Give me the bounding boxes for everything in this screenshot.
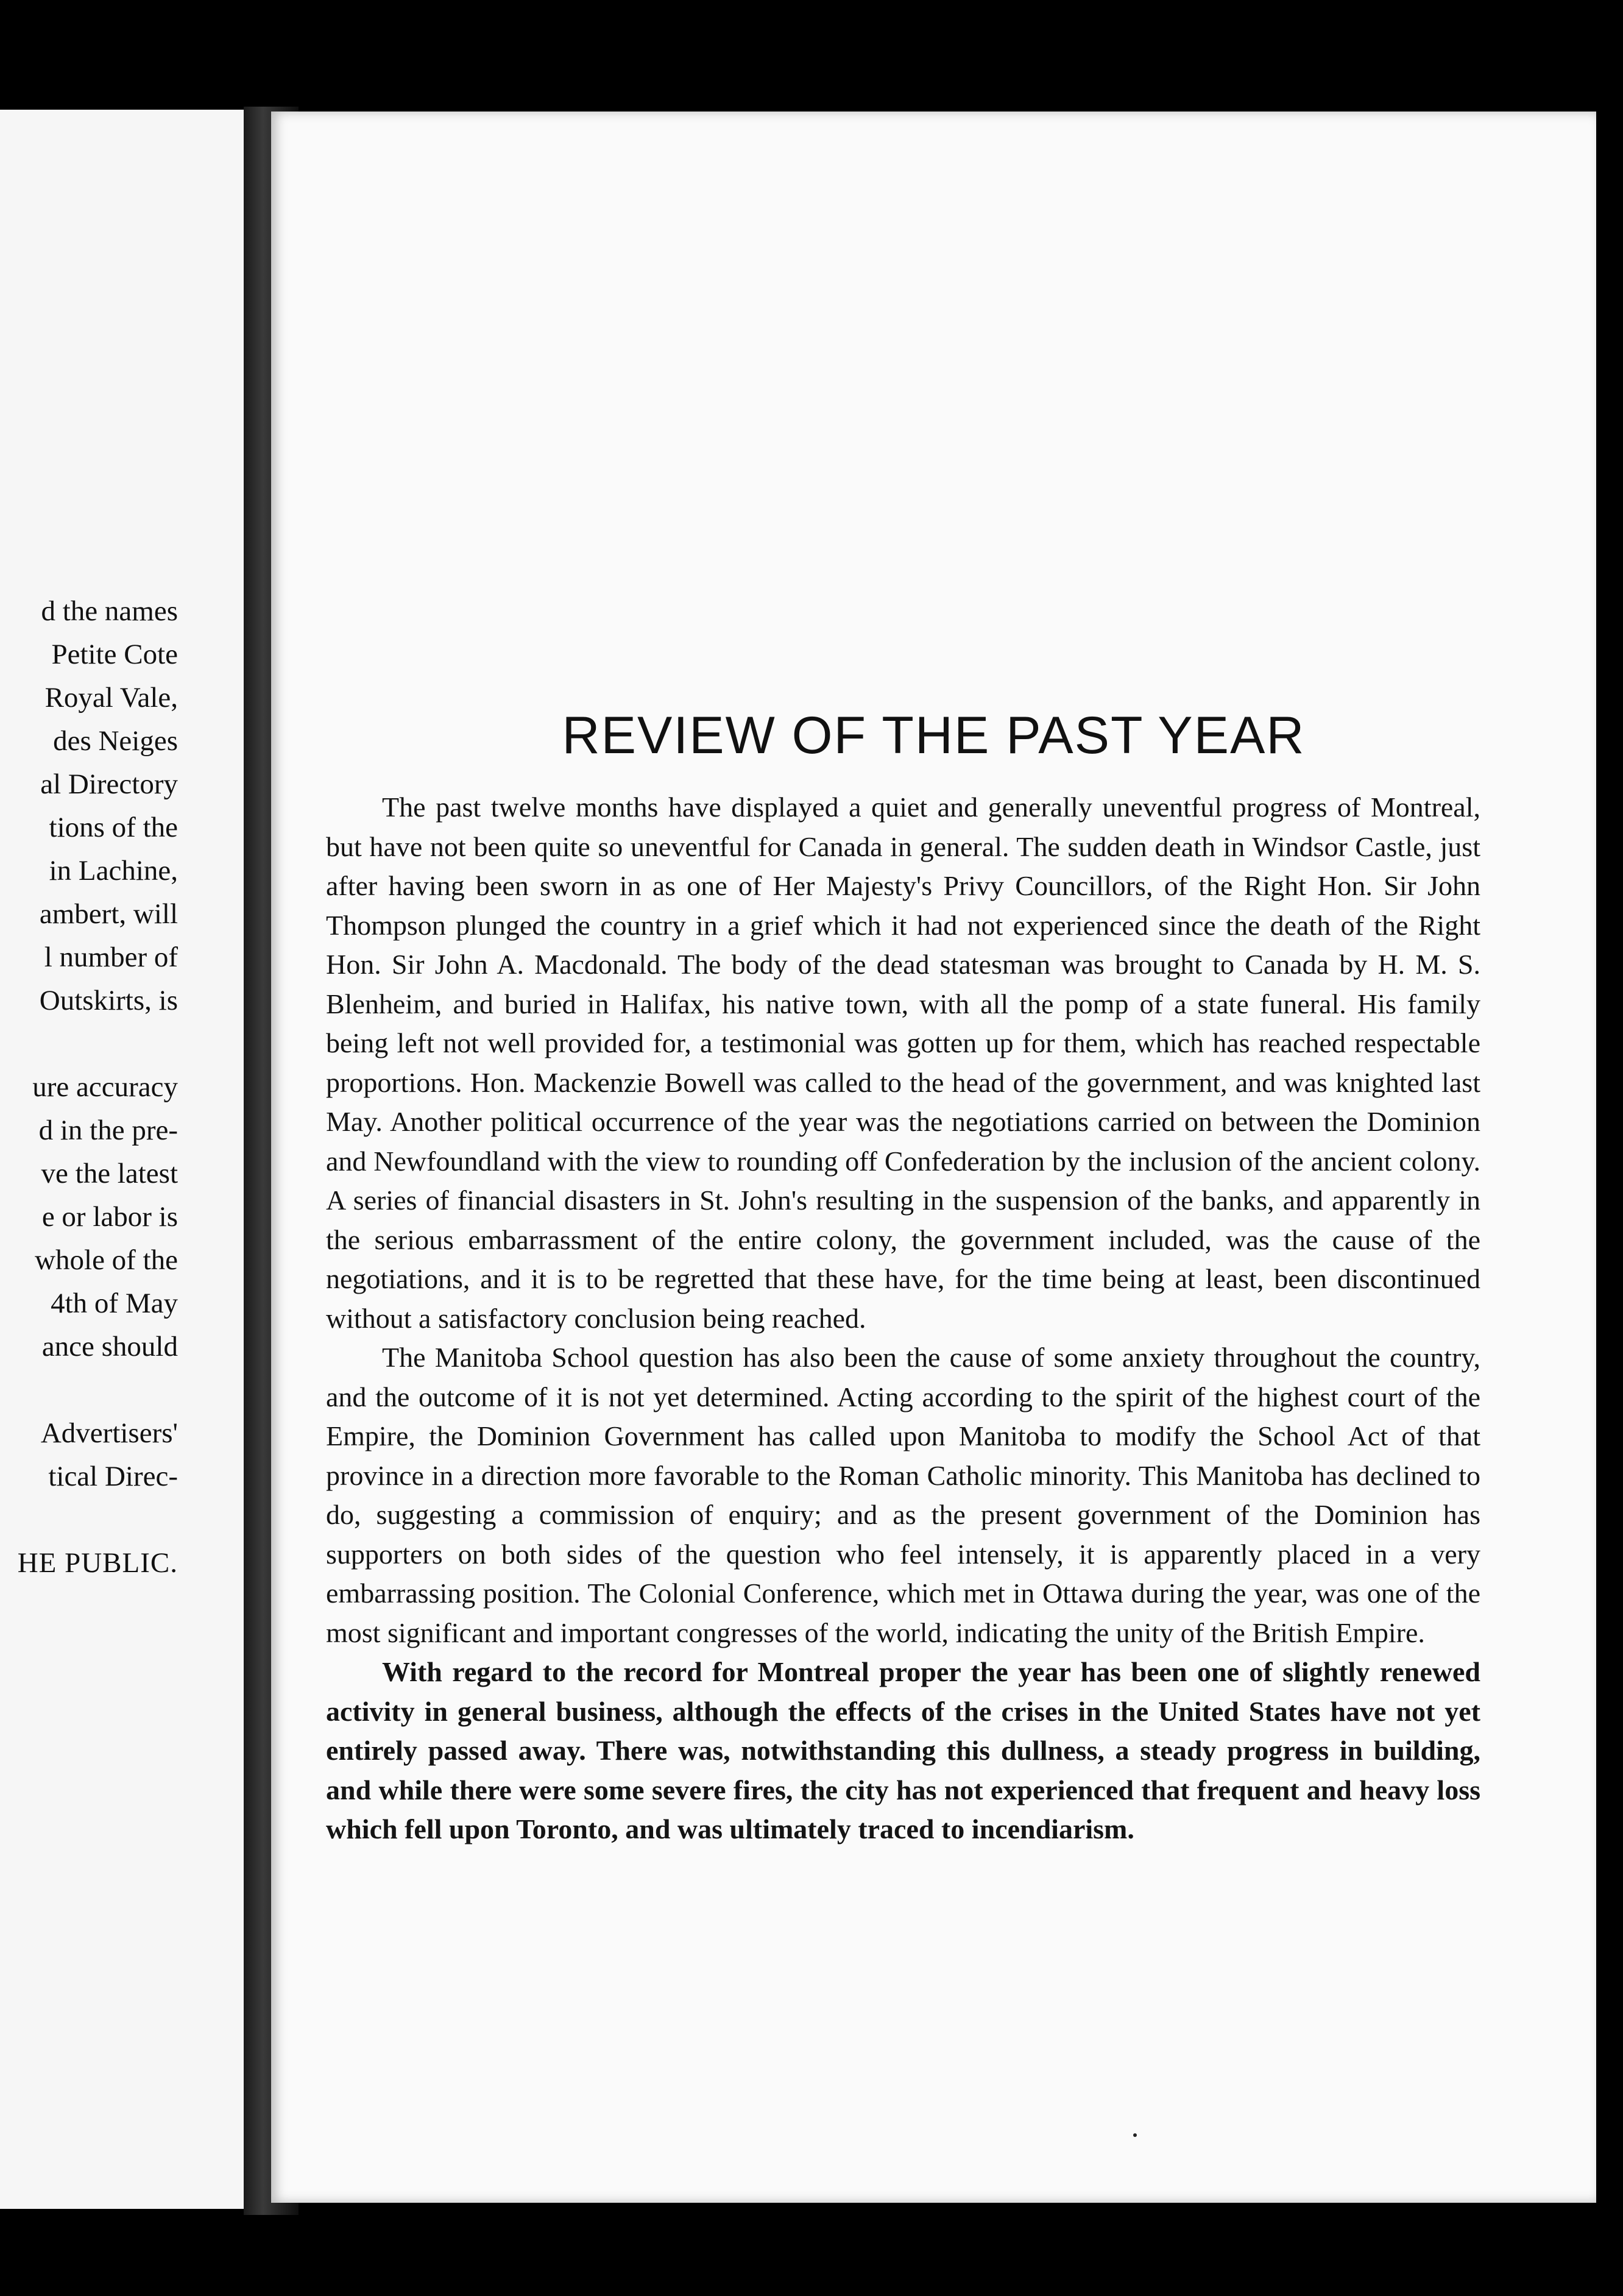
previous-page-line: des Neiges bbox=[53, 725, 178, 757]
previous-page-line: tical Direc- bbox=[48, 1461, 178, 1492]
page-speck bbox=[1133, 2133, 1137, 2137]
article-body bbox=[326, 788, 1480, 1849]
main-page bbox=[271, 112, 1596, 2203]
previous-page-line: 4th of May bbox=[51, 1288, 178, 1319]
previous-page-signature: HE PUBLIC. bbox=[17, 1547, 178, 1579]
previous-page-line: Petite Cote bbox=[51, 639, 178, 670]
paragraph: The past twelve months have displayed a quiet and generally uneventful progress of Montreal, but have not been quite so uneventful for Canada in general. The sudden death in Windsor Castle, just after having been sworn in as one of Her Majesty's Privy Councillors, of the Right Hon. Sir John Thompson plunged the country in a grief which it had not experienced since the death of the Right Hon. Sir John A. Macdonald. The body of the dead statesman was brought to Canada by H. M. S. Blenheim, and buried in Halifax, his native town, with all the pomp of a state funeral. His family being left not well provided for, a testimonial was gotten up for them, which has reached respectable proportions. Hon. Mackenzie Bowell was called to the head of the government, and was knighted last May. Another political occurrence of the year was the negotiations carried on between the Dominion and Newfoundland with the view to rounding off Confederation by the inclusion of the ancient colony. A series of financial disasters in St. John's resulting in the suspension of the banks, and apparently in the serious embarrassment of the entire colony, the government included, was the cause of the negotiations, and it is to be regretted that these have, for the time being at least, been discontinued without a satisfactory conclusion being reached. bbox=[326, 792, 1480, 1334]
previous-page bbox=[0, 110, 244, 2209]
previous-page-line: ambert, will bbox=[39, 898, 178, 930]
previous-page-line: d the names bbox=[41, 595, 178, 627]
previous-page-line: ure accuracy bbox=[32, 1071, 178, 1103]
previous-page-line: tions of the bbox=[49, 812, 178, 843]
paragraph: With regard to the record for Montreal proper the year has been one of slightly renewed activity in general business, although the effects of the crises in the United States have not yet entirely passed away. There was, notwithstanding this dullness, a steady progress in building, and while there were some severe fires, the city has not experienced that frequent and heavy loss which fell upon Toronto, and was ultimately traced to incendiarism. bbox=[326, 1656, 1480, 1844]
page-title: REVIEW OF THE PAST YEAR bbox=[562, 706, 1306, 765]
previous-page-line: Advertisers' bbox=[40, 1417, 178, 1449]
previous-page-gap bbox=[0, 1022, 178, 1066]
previous-page-gap bbox=[0, 1369, 178, 1412]
previous-page-line: e or labor is bbox=[41, 1201, 178, 1233]
previous-page-line: Royal Vale, bbox=[44, 682, 178, 714]
paragraph: The Manitoba School question has also been the cause of some anxiety throughout the country, and the outcome of it is not yet determined. Acting according to the spirit of the highest court of the Empire, the Dominion Government has called upon Manitoba to modify the School Act of that province in a direction more favorable to the Roman Catholic minority. This Manitoba has declined to do, suggesting a commission of enquiry; and as the present government of the Dominion has supporters on both sides of the question who feel intensely, it is apparently placed in a very embarrassing position. The Colonial Conference, which met in Ottawa during the year, was one of the most significant and important congresses of the world, indicating the unity of the British Empire. bbox=[326, 1342, 1480, 1648]
previous-page-gap bbox=[0, 1498, 178, 1542]
previous-page-line: d in the pre- bbox=[38, 1114, 178, 1146]
previous-page-line: l number of bbox=[44, 941, 178, 973]
previous-page-line: Outskirts, is bbox=[39, 985, 178, 1016]
previous-page-line: in Lachine, bbox=[49, 855, 178, 887]
previous-page-line: ance should bbox=[41, 1331, 178, 1362]
previous-page-line: whole of the bbox=[35, 1244, 178, 1276]
previous-page-line: ve the latest bbox=[41, 1158, 178, 1189]
previous-page-text bbox=[0, 590, 178, 1585]
previous-page-line: al Directory bbox=[40, 768, 178, 800]
